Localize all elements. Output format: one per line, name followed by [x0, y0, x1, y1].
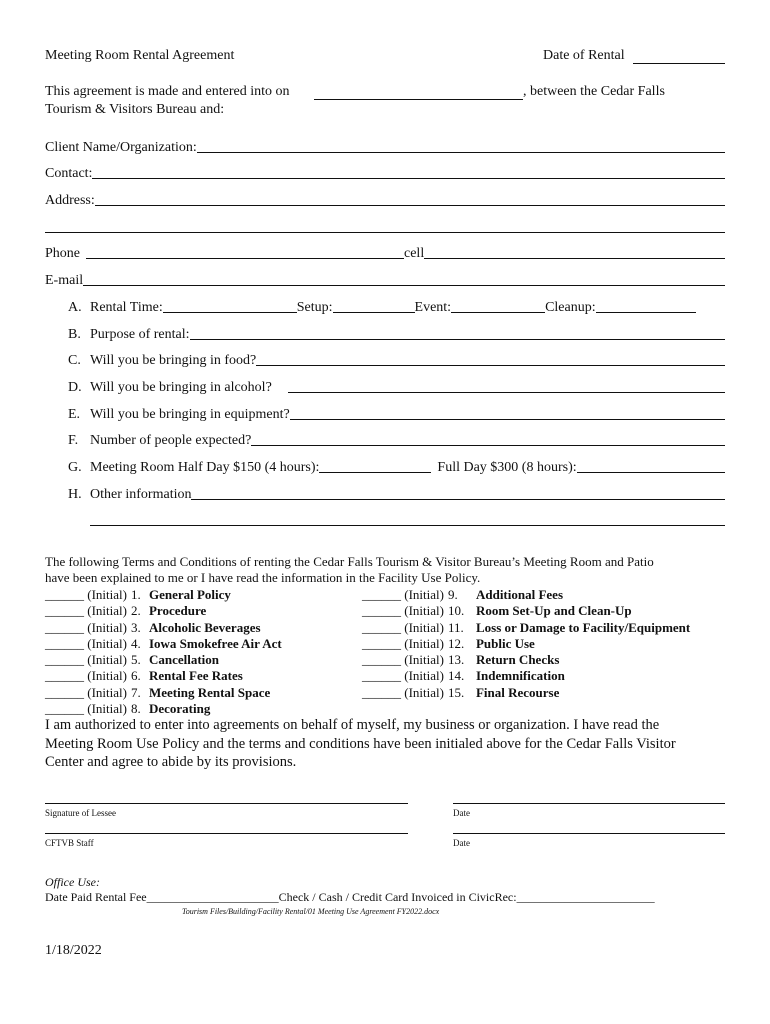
item-equipment: [68, 403, 725, 423]
initial-blank[interactable]: ______ (Initial): [45, 652, 127, 668]
initial-blank[interactable]: ______ (Initial): [362, 652, 444, 668]
term-row: [45, 620, 282, 636]
term-row: [45, 587, 282, 603]
term-number: 12.: [447, 635, 465, 651]
term-number: 4.: [130, 635, 141, 651]
event-label: Event:: [414, 300, 452, 315]
term-name: General Policy: [148, 587, 231, 602]
term-number: 15.: [447, 684, 465, 700]
intro-text-line2: Tourism & Visitors Bureau and:: [45, 102, 225, 117]
term-name: Decorating: [148, 701, 211, 717]
term-row: [362, 685, 690, 701]
client-name-line[interactable]: [197, 138, 725, 153]
intro-text-after: , between the Cedar Falls: [523, 84, 665, 99]
staff-signature-label: CFTVB Staff: [45, 838, 94, 848]
item-rental-time: [68, 296, 725, 316]
term-row: [45, 636, 282, 652]
lessee-signature-label: Signature of Lessee: [45, 808, 116, 818]
initial-blank[interactable]: ______ (Initial): [362, 603, 444, 619]
term-name: Meeting Rental Space: [148, 684, 271, 700]
term-row: [45, 652, 282, 668]
term-row: [45, 685, 282, 701]
initial-blank[interactable]: ______ (Initial): [45, 619, 127, 635]
initial-blank[interactable]: ______ (Initial): [45, 701, 127, 717]
intro-text-before: This agreement is made and entered into on: [45, 84, 290, 99]
initial-blank[interactable]: ______ (Initial): [45, 603, 127, 619]
date-of-rental-line[interactable]: [633, 63, 725, 64]
terms-intro-line1: The following Terms and Conditions of renting the Cedar Falls Tourism & Visitor Bureau’s Meeting Room and Patio: [45, 554, 654, 569]
rental-time-label: Rental Time:: [90, 300, 163, 315]
initial-blank[interactable]: ______ (Initial): [362, 587, 444, 602]
term-row: [45, 701, 282, 717]
alcohol-line[interactable]: [288, 378, 725, 393]
lessee-signature-line[interactable]: [45, 803, 408, 804]
item-letter: F.: [68, 433, 79, 448]
setup-label: Setup:: [296, 300, 333, 315]
food-line[interactable]: [256, 351, 725, 366]
half-day-label: Meeting Room Half Day $150 (4 hours):: [90, 460, 320, 475]
phone-line[interactable]: [86, 244, 404, 259]
equipment-label: Will you be bringing in equipment?: [90, 407, 290, 422]
client-name-label: Client Name/Organization:: [45, 140, 197, 155]
document-title: Meeting Room Rental Agreement: [45, 48, 235, 63]
initial-blank[interactable]: ______ (Initial): [362, 619, 444, 635]
lessee-date-line[interactable]: [453, 803, 725, 804]
initial-blank[interactable]: ______ (Initial): [45, 587, 127, 602]
contact-line[interactable]: [92, 164, 725, 179]
term-row: [362, 587, 690, 603]
item-other-info: [68, 483, 725, 503]
term-name: Public Use: [475, 635, 535, 651]
setup-line[interactable]: [333, 298, 415, 313]
file-path: Tourism Files/Building/Facility Rental/01 Meeting Use Agreement FY2022.docx: [182, 907, 440, 916]
staff-date-label: Date: [453, 838, 470, 848]
people-line[interactable]: [251, 431, 725, 446]
footer-date: 1/18/2022: [45, 943, 102, 958]
equipment-line[interactable]: [290, 405, 725, 420]
lessee-date-label: Date: [453, 808, 470, 818]
term-number: 7.: [130, 684, 141, 700]
purpose-line[interactable]: [190, 325, 725, 340]
term-name: Cancellation: [148, 652, 220, 668]
staff-date-line[interactable]: [453, 833, 725, 834]
staff-signature-line[interactable]: [45, 833, 408, 834]
term-name: Rental Fee Rates: [148, 668, 243, 684]
term-number: 2.: [130, 603, 141, 619]
people-label: Number of people expected?: [90, 433, 252, 448]
term-number: 5.: [130, 652, 141, 668]
item-letter: B.: [68, 327, 81, 342]
other-info-line-2[interactable]: [90, 525, 725, 526]
term-name: Room Set-Up and Clean-Up: [475, 603, 632, 619]
terms-intro-line2: have been explained to me or I have read the information in the Facility Use Policy.: [45, 570, 481, 586]
alcohol-label: Will you be bringing in alcohol?: [90, 380, 272, 395]
item-letter: H.: [68, 487, 82, 502]
term-row: [362, 668, 690, 684]
initial-blank[interactable]: ______ (Initial): [45, 635, 127, 651]
terms-intro: [45, 554, 735, 587]
date-of-rental-label: Date of Rental: [543, 48, 625, 63]
address-row: [45, 189, 725, 209]
item-letter: A.: [68, 300, 82, 315]
address-line[interactable]: [95, 191, 725, 206]
authorization-line3: Center and agree to abide by its provisions.: [45, 754, 297, 770]
term-number: 14.: [447, 668, 465, 684]
item-food: [68, 349, 725, 369]
term-name: Procedure: [148, 603, 207, 619]
initial-blank[interactable]: ______ (Initial): [362, 684, 444, 700]
client-name-row: [45, 136, 725, 156]
item-room-rate: [68, 456, 725, 476]
term-row: [45, 668, 282, 684]
term-row: [362, 603, 690, 619]
address-line-2[interactable]: [45, 232, 725, 233]
email-row: [45, 269, 725, 289]
term-name: Return Checks: [475, 652, 560, 668]
term-number: 3.: [130, 619, 141, 635]
item-alcohol: [68, 376, 725, 396]
cleanup-line[interactable]: [596, 298, 696, 313]
item-letter: E.: [68, 407, 81, 422]
term-name: Final Recourse: [475, 684, 560, 700]
purpose-label: Purpose of rental:: [90, 327, 190, 342]
contact-label: Contact:: [45, 166, 93, 181]
item-letter: C.: [68, 353, 81, 368]
other-info-line[interactable]: [191, 485, 725, 500]
term-number: 1.: [130, 587, 141, 602]
initial-blank[interactable]: ______ (Initial): [45, 684, 127, 700]
term-row: [362, 636, 690, 652]
term-row: [45, 603, 282, 619]
term-number: 8.: [130, 701, 141, 717]
office-use-line: Date Paid Rental Fee______________________Check / Cash / Credit Card Invoiced in CivicRec:_______________________: [45, 890, 655, 904]
phone-row: [45, 242, 725, 262]
term-name: Indemnification: [475, 668, 565, 684]
authorization-line1: I am authorized to enter into agreements on behalf of myself, my business or organization. I have read the: [45, 717, 660, 733]
term-number: 9.: [447, 587, 458, 602]
half-day-line[interactable]: [319, 458, 431, 473]
email-label: E-mail: [45, 273, 84, 288]
terms-left-column: [45, 587, 282, 717]
item-letter: G.: [68, 460, 82, 475]
initial-blank[interactable]: ______ (Initial): [362, 668, 444, 684]
term-number: 13.: [447, 652, 465, 668]
rental-time-line[interactable]: [163, 298, 297, 313]
full-day-line[interactable]: [577, 458, 725, 473]
term-name: Iowa Smokefree Air Act: [148, 635, 282, 651]
address-label: Address:: [45, 193, 95, 208]
full-day-label: Full Day $300 (8 hours):: [437, 460, 577, 475]
cleanup-label: Cleanup:: [545, 300, 596, 315]
initial-blank[interactable]: ______ (Initial): [362, 635, 444, 651]
term-row: [362, 620, 690, 636]
agreement-date-line[interactable]: [314, 99, 523, 100]
term-number: 11.: [447, 619, 464, 635]
term-name: Additional Fees: [475, 587, 564, 602]
item-people: [68, 429, 725, 449]
other-info-label: Other information: [90, 487, 192, 502]
email-line[interactable]: [83, 271, 725, 286]
food-label: Will you be bringing in food?: [90, 353, 257, 368]
terms-right-column: [362, 587, 690, 701]
contact-row: [45, 162, 725, 182]
event-line[interactable]: [451, 298, 545, 313]
cell-label: cell: [404, 246, 425, 261]
term-name: Alcoholic Beverages: [148, 619, 261, 635]
term-number: 10.: [447, 603, 465, 619]
item-purpose: [68, 323, 725, 343]
item-letter: D.: [68, 380, 82, 395]
authorization-line2: Meeting Room Use Policy and the terms and conditions have been initialed above for the Cedar Falls Visitor: [45, 735, 676, 752]
authorization-paragraph: [45, 716, 745, 772]
term-number: 6.: [130, 668, 141, 684]
initial-blank[interactable]: ______ (Initial): [45, 668, 127, 684]
cell-line[interactable]: [424, 244, 725, 259]
phone-label: Phone: [45, 246, 80, 261]
term-name: Loss or Damage to Facility/Equipment: [475, 619, 691, 635]
office-use-heading: Office Use:: [45, 875, 100, 889]
term-row: [362, 652, 690, 668]
